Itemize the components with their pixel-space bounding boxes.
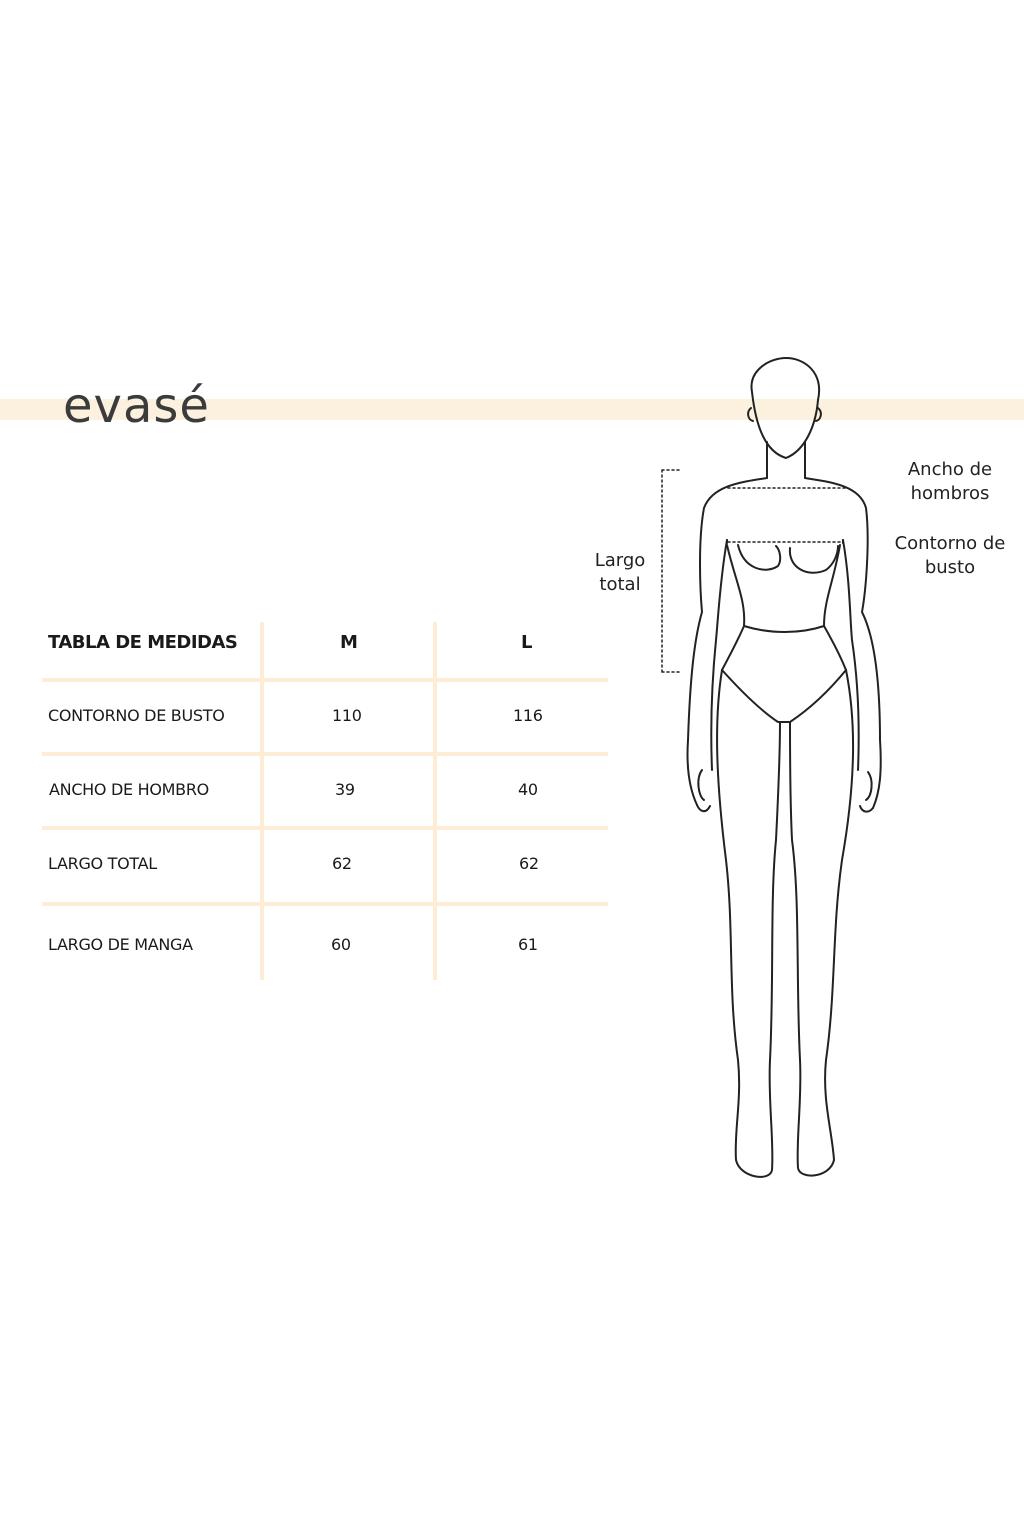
figure-waistband [722,626,846,670]
row-value-m: 62 [332,854,352,873]
shoulder-width-label-line1: Ancho de [907,459,993,480]
total-length-label-line2: total [599,574,641,595]
total-length-label-line1: Largo [594,550,646,571]
row-label: LARGO DE MANGA [48,935,193,954]
row-label: LARGO TOTAL [48,854,157,873]
figure-hand-left [697,770,710,811]
row-value-l: 116 [513,706,543,725]
shoulder-width-label [890,458,1010,506]
figure-briefs [722,670,846,722]
row-value-m: 39 [335,780,355,799]
row-value-m: 110 [332,706,362,725]
row-value-l: 62 [519,854,539,873]
bust-contour-label [880,532,1020,580]
row-value-m: 60 [331,935,351,954]
table-title: TABLA DE MEDIDAS [48,632,238,653]
figure-ear-left [748,408,753,421]
row-value-l: 40 [518,780,538,799]
total-length-label [580,549,660,597]
bust-contour-label-line1: Contorno de [894,533,1006,554]
figure-waist-left [727,545,744,626]
figure-waist-right [824,545,840,626]
row-label: ANCHO DE HOMBRO [49,780,209,799]
row-label: CONTORNO DE BUSTO [48,706,225,725]
shoulder-width-label-line2: hombros [910,483,990,504]
row-value-l: 61 [518,935,538,954]
figure-bust-left [738,545,780,570]
figure-leg-left [717,670,780,1177]
figure-head [752,358,820,458]
brand-logo: evasé [63,378,210,434]
figure-bust-right [790,546,838,573]
figure-hand-right [860,772,873,812]
figure-arm-right-inner [843,540,859,770]
figure-arm-left-inner [711,540,727,770]
column-header-m: M [340,632,358,653]
figure-leg-right [790,670,853,1176]
column-header-l: L [521,632,532,653]
length-measure-line [662,470,680,672]
bust-contour-label-line2: busto [924,557,976,578]
